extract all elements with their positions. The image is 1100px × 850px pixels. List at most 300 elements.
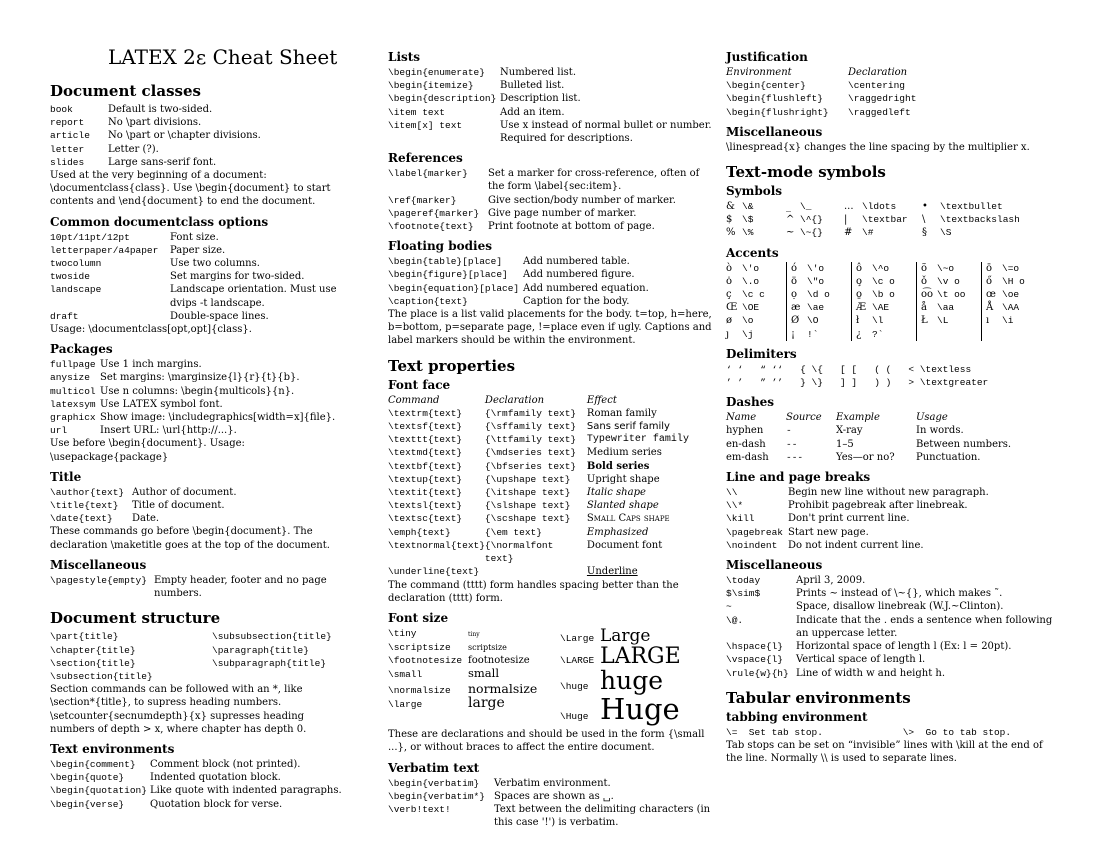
accent-glyph: ȯ [726,275,733,287]
fontsize-row [388,694,560,711]
accent-glyph: ç [726,289,732,301]
list-item [50,385,350,398]
section-heading: Font size [388,610,449,625]
section-heading: Tabular environments [726,688,911,707]
table-row [388,433,697,446]
symbol-glyph: | [844,214,848,226]
item-key: \rule{w}{h} [726,667,789,679]
item-key: twocolumn [50,258,102,270]
item-value: No \part divisions. [108,117,202,129]
command-cell: \textnormal{text} [388,539,485,551]
list-item [50,116,350,129]
fontsize-sample: tiny [468,630,480,638]
packages-note: Use before \begin{document}. Usage: \usepackage{package} [50,438,245,463]
section-heading: Delimiters [726,346,797,361]
item-value: Add numbered figure. [523,269,635,281]
fontsize-row [560,645,681,668]
fontsize-sample: large [468,694,505,711]
section-heading: Lists [388,50,421,64]
section-heading: Document classes [50,82,201,100]
accent-command: \H o [1002,275,1025,287]
table-header: Command [388,394,440,406]
structure-left [50,630,212,683]
list-item [388,106,714,119]
structure-command: \subsection{title} [50,670,153,682]
doc-classes-list [50,103,350,169]
table-header: Effect [586,394,617,406]
fontsize-command: \LARGE [560,655,595,667]
list-item [388,282,714,295]
accent-command [937,328,982,341]
effect-cell: Underline [586,566,638,578]
table-row [726,79,998,92]
accent-glyph: Ł [921,315,928,327]
table-header: Environment [726,67,792,78]
list-item [388,66,714,79]
item-key: \caption{text} [388,295,468,307]
delimiters-row: ‘ ‘ “ ‘‘ { \{ [ [ ( ( < \textless [726,363,972,375]
symbols-table [726,200,1030,240]
accent-command: \=o [1002,262,1020,274]
fontsize-row [388,641,560,654]
section-heading: Text-mode symbols [726,163,886,182]
item-key: \label{marker} [388,168,468,180]
item-value: Set margins for two-sided. [170,271,305,283]
effect-cell: Medium series [586,447,662,459]
symbol-glyph: # [844,227,853,239]
table-row [388,486,697,499]
command-cell: \textit{text} [388,487,463,499]
dash-name: em-dash [726,451,769,463]
section-heading: Document structure [50,609,221,628]
symbol-row [726,213,1030,226]
item-value: Insert URL: \url{http://...}. [100,425,237,437]
declaration-cell: {\rmfamily text} [484,407,577,419]
accent-row [726,301,1046,314]
item-key: \begin{itemize} [388,80,474,92]
symbol-glyph: _ [786,201,791,213]
item-value: Show image: \includegraphics[width=x]{file}. [100,412,336,424]
accent-command: \'o [807,262,852,275]
structure-commands [50,630,350,683]
list-item [388,207,714,220]
effect-cell: Emphasized [586,526,649,538]
fontsize-sample: footnotesize [468,655,530,667]
list-item [388,777,714,790]
item-key: twoside [50,271,90,283]
accent-command: \v o [937,275,982,288]
item-value: Horizontal space of length l (Ex: l = 20pt). [796,641,1012,653]
item-key: draft [50,310,79,322]
declaration-cell: {\bfseries text} [484,460,577,472]
table-header: Name [726,412,757,424]
declaration-cell: \raggedleft [848,106,911,118]
item-value: Date. [132,513,160,525]
item-value: Double-space lines. [170,310,269,322]
item-key: latexsym [50,398,96,410]
table-header-row [726,66,998,79]
list-item [726,640,1056,653]
item-key: \vspace{l} [726,654,784,666]
command-cell: \texttt{text} [388,434,463,446]
declaration-cell: {\normalfont text} [484,539,554,565]
effect-cell: Italic shape [586,487,646,499]
symbol-command: \% [742,227,754,239]
accent-glyph: ȷ [726,328,730,340]
item-key: \begin{quotation} [50,785,147,797]
fontsize-row [388,667,560,681]
item-key: graphicx [50,412,96,424]
list-item [388,790,714,803]
accent-command: !` [807,328,852,341]
item-value: Paper size. [170,244,226,256]
table-row [388,539,697,565]
dash-source: -- [786,438,798,450]
item-value: Letter (?). [108,143,159,155]
list-item [388,255,714,268]
item-value: Don't print current line. [788,513,910,525]
effect-cell: Sans serif family [586,421,670,433]
accent-glyph: ó [791,262,798,274]
item-value: Give section/body number of marker. [488,194,676,206]
accent-command: \~o [937,262,982,275]
structure-command: \section{title} [50,657,136,669]
item-value: Set margins: \marginsize{l}{r}{t}{b}. [100,372,300,384]
list-item [50,784,350,797]
item-key: \noindent [726,539,778,551]
structure-command: \subparagraph{title} [212,657,327,669]
symbol-glyph: % [726,227,736,239]
item-key: \pagestyle{empty} [50,574,147,586]
dash-source: - [786,425,792,437]
item-value: Landscape orientation. Must use dvips -t landscape. [170,284,337,309]
list-item [50,398,350,411]
item-value: Author of document. [132,486,237,498]
item-value: Prohibit pagebreak after linebreak. [788,500,968,512]
item-key: fullpage [50,359,96,371]
environment-cell: \begin{center} [726,80,806,92]
list-item [726,587,1056,600]
list-item [50,231,350,244]
fontsize-command: \Huge [560,711,589,723]
accent-glyph: Æ [856,302,867,314]
structure-command: \paragraph{title} [212,644,309,656]
symbol-glyph: ~ [786,227,795,239]
symbol-command: \S [940,227,952,239]
accent-glyph: ł [856,315,860,327]
page-title: LATEX 2ε Cheat Sheet [108,45,338,69]
item-value: Add an item. [500,106,565,118]
symbol-glyph: & [726,201,735,213]
accent-command [1002,328,1046,341]
item-key: \begin{verse} [50,798,125,810]
item-value: Text between the delimiting characters (in this case '!') is verbatim. [494,803,711,829]
list-item [726,539,1056,552]
symbol-glyph: ... [844,201,854,213]
table-header-row [388,394,697,407]
accent-command: \O [807,314,852,327]
item-key: \\ [726,487,738,499]
fontsize-row [388,627,560,641]
accent-glyph: Å [986,302,994,314]
item-key: \footnote{text} [388,221,474,233]
item-value: Font size. [170,231,219,243]
declaration-cell: \raggedright [848,93,917,105]
structure-command: \chapter{title} [50,644,136,656]
declaration-cell: {\scshape text} [484,513,571,525]
accent-glyph: ı [986,315,990,327]
effect-cell: Roman family [586,407,657,419]
symbol-row [726,226,1030,239]
accent-glyph: æ [791,302,801,314]
accent-glyph: ¡ [791,328,796,340]
accent-glyph: ö [791,275,798,287]
declaration-cell: {\slshape text} [484,500,571,512]
list-item [50,371,350,384]
list-item [50,156,350,169]
effect-cell: Small Caps shape [586,513,670,525]
command-cell: \textbf{text} [388,460,463,472]
accent-command: \AE [872,301,917,314]
item-key: anysize [50,372,90,384]
list-item [50,143,350,156]
doc-classes-note: Used at the very beginning of a document: \documentclass{class}. Use \begin{document} to start contents and \end{document} to end the document. [50,170,331,208]
symbol-command: \ldots [862,201,897,213]
effect-cell: Typewriter family [586,434,689,446]
structure-right [212,630,332,683]
accent-glyph: ő [986,275,993,287]
item-value: Use x instead of normal bullet or number. Required for descriptions. [500,119,712,145]
item-key: \begin{quote} [50,772,125,784]
item-value: Set a marker for cross-reference, often of the form \label{sec:item}. [488,168,700,193]
dashes-table [726,411,1016,464]
accent-glyph: å [921,302,927,314]
table-row [726,106,998,119]
floats-note: The place is a list valid placements for the body. t=top, h=here, b=bottom, p=separate page, !=place even if ugly. Captions and label markers should be within the environment. [388,309,712,347]
accent-glyph: o̱ [856,289,863,301]
command-cell: \textmd{text} [388,447,463,459]
fontsize-sample: scriptsize [468,642,507,652]
list-item [50,358,350,371]
packages-list [50,358,350,437]
item-key: slides [50,156,85,168]
accent-command: \i [1002,315,1014,327]
item-key: book [50,104,73,115]
declaration-cell: {\sffamily text} [484,421,577,433]
column-1 [50,70,350,811]
symbol-command: \$ [742,214,754,226]
fontsize-sample: LARGE [600,644,681,670]
declaration-cell: \centering [848,80,906,92]
item-value: Default is two-sided. [108,104,213,115]
symbol-glyph: • [922,201,928,213]
accent-command: \oe [1002,289,1020,301]
justification-table [726,66,998,119]
item-value: Use 1 inch margins. [100,359,202,371]
item-value: Indicate that the . ends a sentence when following an uppercase letter. [796,614,1053,639]
accent-command: \l [872,314,917,327]
item-value: Use n columns: \begin{multicols}{n}. [100,385,295,397]
item-key: letterpaper/a4paper [50,244,159,256]
accent-glyph: ò [726,262,733,274]
declaration-cell: {\itshape text} [484,487,571,499]
accent-command: \t oo [937,288,982,301]
options-list [50,231,350,323]
fontsize-command: \Large [560,632,595,644]
list-item [50,758,350,771]
effect-cell: Upright shape [586,473,660,485]
item-value: Like quote with indented paragraphs. [150,785,342,797]
table-row [388,526,697,539]
list-item [726,614,1056,640]
section-heading: Dashes [726,395,775,410]
accent-command: \o [742,314,787,327]
list-item [726,600,1056,613]
list-item [50,574,350,600]
symbol-command: \# [862,227,874,239]
dash-usage: Punctuation. [916,451,981,463]
declaration-cell: {\upshape text} [484,473,571,485]
accent-command: \OE [742,301,787,314]
symbol-glyph: ^ [786,214,795,226]
symbol-glyph: \ [922,214,926,226]
table-row [726,438,1016,451]
accent-command: \c c [742,288,787,301]
section-heading: Text environments [50,741,175,756]
list-item [388,92,714,105]
accent-glyph: ¿ [856,328,862,340]
accent-row [726,262,1046,275]
item-key: \verb!text! [388,803,451,815]
item-key: letter [50,143,85,155]
table-row [726,451,1016,464]
symbol-glyph: $ [726,214,733,226]
item-key: 10pt/11pt/12pt [50,231,130,243]
item-value: No \part or \chapter divisions. [108,130,261,142]
list-item [50,244,350,257]
table-header: Usage [916,412,948,424]
list-item [388,803,714,829]
tabbing-line: \= Set tab stop. \> Go to tab stop. [726,726,1012,738]
item-value: Vertical space of length l. [796,654,926,666]
item-value: Bulleted list. [500,80,565,92]
section-heading: tabbing environment [726,709,868,724]
item-key: \author{text} [50,486,125,498]
section-heading: Floating bodies [388,239,492,254]
table-header-row [726,411,1016,424]
fontsize-left [388,627,560,724]
accent-glyph: õ [921,262,928,274]
list-item [50,310,350,323]
symbol-command: \textbullet [940,201,1003,213]
list-item [50,798,350,811]
dash-usage: In words. [916,425,964,437]
section-heading: Common documentclass options [50,214,269,229]
misc-list [50,574,350,600]
fontsize-command: \scriptsize [388,641,451,653]
item-value: Space, disallow linebreak (W.J.~Clinton). [796,601,1004,613]
list-item [388,119,714,145]
dash-example: X-ray [836,425,863,437]
section-heading: References [388,151,463,166]
symbol-glyph: § [922,227,927,239]
dash-name: hyphen [726,425,764,437]
verbatim-list [388,777,714,830]
item-value: Print footnote at bottom of page. [488,221,655,233]
command-cell: \textsl{text} [388,500,463,512]
table-row [726,424,1016,437]
table-row [388,407,697,420]
list-item [50,283,350,309]
section-heading: Symbols [726,184,783,199]
fontsize-row [560,627,681,645]
item-key: landscape [50,284,102,296]
item-value: Add numbered equation. [523,282,649,294]
environment-cell: \begin{flushright} [726,106,829,118]
environment-cell: \begin{flushleft} [726,93,823,105]
fontsize-command: \normalsize [388,684,451,696]
list-item [50,424,350,437]
symbol-command: \_ [800,201,812,213]
item-key: \begin{equation}[place] [388,282,520,294]
item-key: \pageref{marker} [388,207,480,219]
accent-glyph [982,328,1003,341]
symbol-command: \& [742,201,754,213]
list-item [388,167,714,193]
accent-command: \"o [807,275,852,288]
symbol-row [726,200,1030,213]
item-key: ~ [726,601,732,613]
item-value: Verbatim environment. [494,777,611,789]
section-heading: Accents [726,245,779,260]
section-heading: Font face [388,377,451,392]
symbol-command: \textbackslash [940,214,1020,226]
fontsize-sample: normalsize [468,680,538,696]
structure-note: Section commands can be followed with an *, like \section*{title}, to supress heading numbers. \setcounter{secnumdepth}{x} supresses heading numbers of depth > x, where chapter has depth 0. [50,684,307,735]
declaration-cell: {\em text} [484,526,542,538]
dash-usage: Between numbers. [916,438,1012,450]
table-header: Example [836,412,880,424]
effect-cell: Document font [586,539,663,551]
item-value: Spaces are shown as ␣. [494,790,614,802]
command-cell: \emph{text} [388,526,451,538]
item-key: \begin{table}[place] [388,256,503,268]
accent-glyph: ø [726,315,733,327]
table-row [388,499,697,512]
symbol-command: \~{} [800,227,823,239]
structure-command: \subsubsection{title} [212,631,332,643]
delimiters-row: ’ ’ ” ’’ } \} ] ] ) ) > \textgreater [726,377,989,389]
list-item [388,295,714,308]
fontsize-block [388,625,714,727]
item-value: Begin new line without new paragraph. [788,487,989,499]
effect-cell: Bold series [586,460,650,472]
list-item [726,526,1056,539]
section-heading: Packages [50,342,113,357]
item-key: \hspace{l} [726,641,784,653]
item-value: April 3, 2009. [796,575,866,587]
item-key: \item text [388,106,446,118]
command-cell: \underline{text} [388,566,480,578]
fontsize-sample: huge [600,666,664,696]
item-key: \date{text} [50,513,113,525]
list-item [50,486,350,499]
textenv-list [50,758,350,811]
declaration-cell [485,565,587,578]
accent-glyph: Œ [726,302,738,314]
accent-command: \AA [1002,302,1020,314]
linespread-note: \linespread{x} changes the line spacing by the multiplier x. [726,141,1030,153]
